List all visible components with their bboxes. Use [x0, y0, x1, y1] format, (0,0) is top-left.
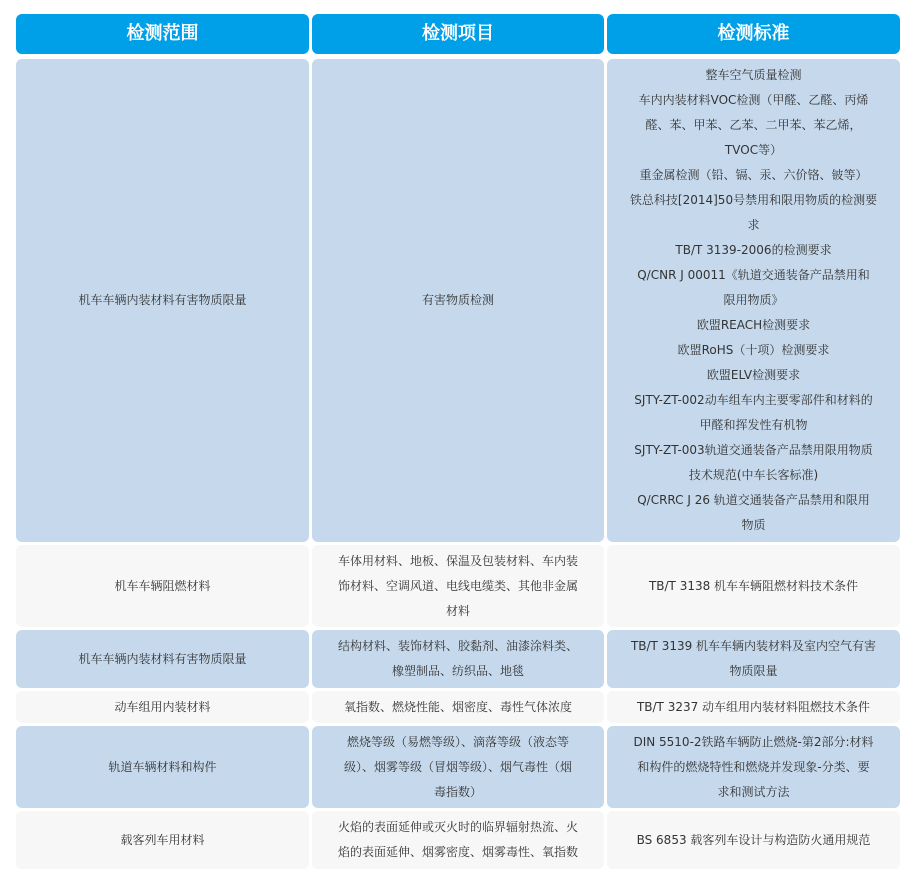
standard-line: TB/T 3139-2006的检测要求: [675, 243, 832, 257]
item-cell: [312, 726, 604, 808]
standard-cell: TB/T 3237 动车组用内装材料阻燃技术条件: [607, 691, 900, 723]
standard-line: 欧盟ELV检测要求: [706, 368, 801, 382]
item-line: 结构材料、装饰材料、胶黏剂、油漆涂料类、: [337, 639, 578, 653]
standard-cell: TB/T 3138 机车车辆阻燃材料技术条件: [607, 545, 900, 627]
standard-line: 车内内装材料VOC检测（甲醛、乙醛、丙烯: [638, 93, 869, 107]
standard-line: 醛、苯、甲苯、乙苯、二甲苯、苯乙烯，: [645, 118, 862, 132]
header-scope: 检测范围: [16, 14, 309, 54]
table-row: [16, 545, 900, 627]
scope-cell: 机车车辆内装材料有害物质限量: [16, 59, 309, 542]
scope-cell: 动车组用内装材料: [16, 691, 309, 723]
item-cell: 氧指数、燃烧性能、烟密度、毒性气体浓度: [312, 691, 604, 723]
item-line: 焰的表面延伸、烟雾密度、烟雾毒性、氧指数: [337, 845, 578, 859]
table-row: [16, 811, 900, 869]
table-row: [16, 59, 900, 542]
item-line: 橡塑制品、纺织品、地毯: [391, 664, 524, 678]
standard-cell: [607, 59, 900, 542]
item-line: 火焰的表面延伸或灭火时的临界辐射热流、火: [337, 820, 578, 834]
header-standard: 检测标准: [607, 14, 900, 54]
standard-line: Q/CNR J 00011《轨道交通装备产品禁用和: [637, 268, 870, 282]
scope-cell: 轨道车辆材料和构件: [16, 726, 309, 808]
standard-line: SJTY-ZT-003轨道交通装备产品禁用限用物质: [634, 443, 873, 457]
standard-line: SJTY-ZT-002动车组车内主要零部件和材料的: [634, 393, 873, 407]
item-line: 饰材料、空调风道、电线电缆类、其他非金属: [337, 578, 578, 593]
table-row: [16, 630, 900, 688]
header-item: 检测项目: [312, 14, 604, 54]
item-line: 级）、烟雾等级（冒烟等级）、烟气毒性（烟: [343, 759, 572, 774]
item-line: 燃烧等级（易燃等级）、滴落等级（液态等: [346, 734, 569, 749]
standard-line: Q/CRRC J 26 轨道交通装备产品禁用和限用: [637, 493, 870, 507]
standard-line: TB/T 3139 机车车辆内装材料及室内空气有害: [630, 639, 877, 653]
scope-cell: 机车车辆内装材料有害物质限量: [16, 630, 309, 688]
standard-cell: BS 6853 载客列车设计与构造防火通用规范: [607, 811, 900, 869]
standard-line: 甲醛和挥发性有机物: [699, 418, 808, 432]
standard-line: 整车空气质量检测: [705, 68, 802, 82]
standard-line: 求和测试方法: [717, 784, 790, 799]
table-row: [16, 691, 900, 723]
standard-line: 重金属检测（铅、镉、汞、六价铬、铍等）: [639, 168, 868, 182]
item-cell: [312, 545, 604, 627]
item-line: 材料: [445, 603, 470, 618]
standard-line: 欧盟REACH检测要求: [696, 318, 811, 332]
standard-cell: [607, 726, 900, 808]
scope-cell: 机车车辆阻燃材料: [16, 545, 309, 627]
standard-line: 求: [747, 218, 760, 232]
standard-line: 铁总科技[2014]50号禁用和限用物质的检测要: [629, 193, 878, 207]
item-cell: 有害物质检测: [312, 59, 604, 542]
table-row: [16, 726, 900, 808]
scope-cell: 载客列车用材料: [16, 811, 309, 869]
standard-line: TVOC等）: [724, 143, 783, 157]
item-cell: [312, 630, 604, 688]
item-cell: [312, 811, 604, 869]
standard-line: 物质限量: [729, 664, 778, 678]
standard-cell: [607, 630, 900, 688]
standard-line: 技术规范(中车长客标准): [688, 468, 819, 482]
standard-line: 物质: [741, 518, 766, 532]
table-header-row: [16, 14, 900, 54]
item-line: 毒指数）: [433, 784, 482, 799]
standard-line: 限用物质》: [723, 293, 784, 307]
standard-line: 欧盟RoHS（十项）检测要求: [677, 343, 830, 357]
item-line: 车体用材料、地板、保温及包装材料、车内装: [337, 553, 578, 568]
standards-table: [16, 14, 900, 872]
standard-line: 和构件的燃烧特性和燃烧并发现象-分类、要: [637, 759, 870, 774]
standard-line: DIN 5510-2铁路车辆防止燃烧-第2部分:材料: [633, 734, 874, 749]
